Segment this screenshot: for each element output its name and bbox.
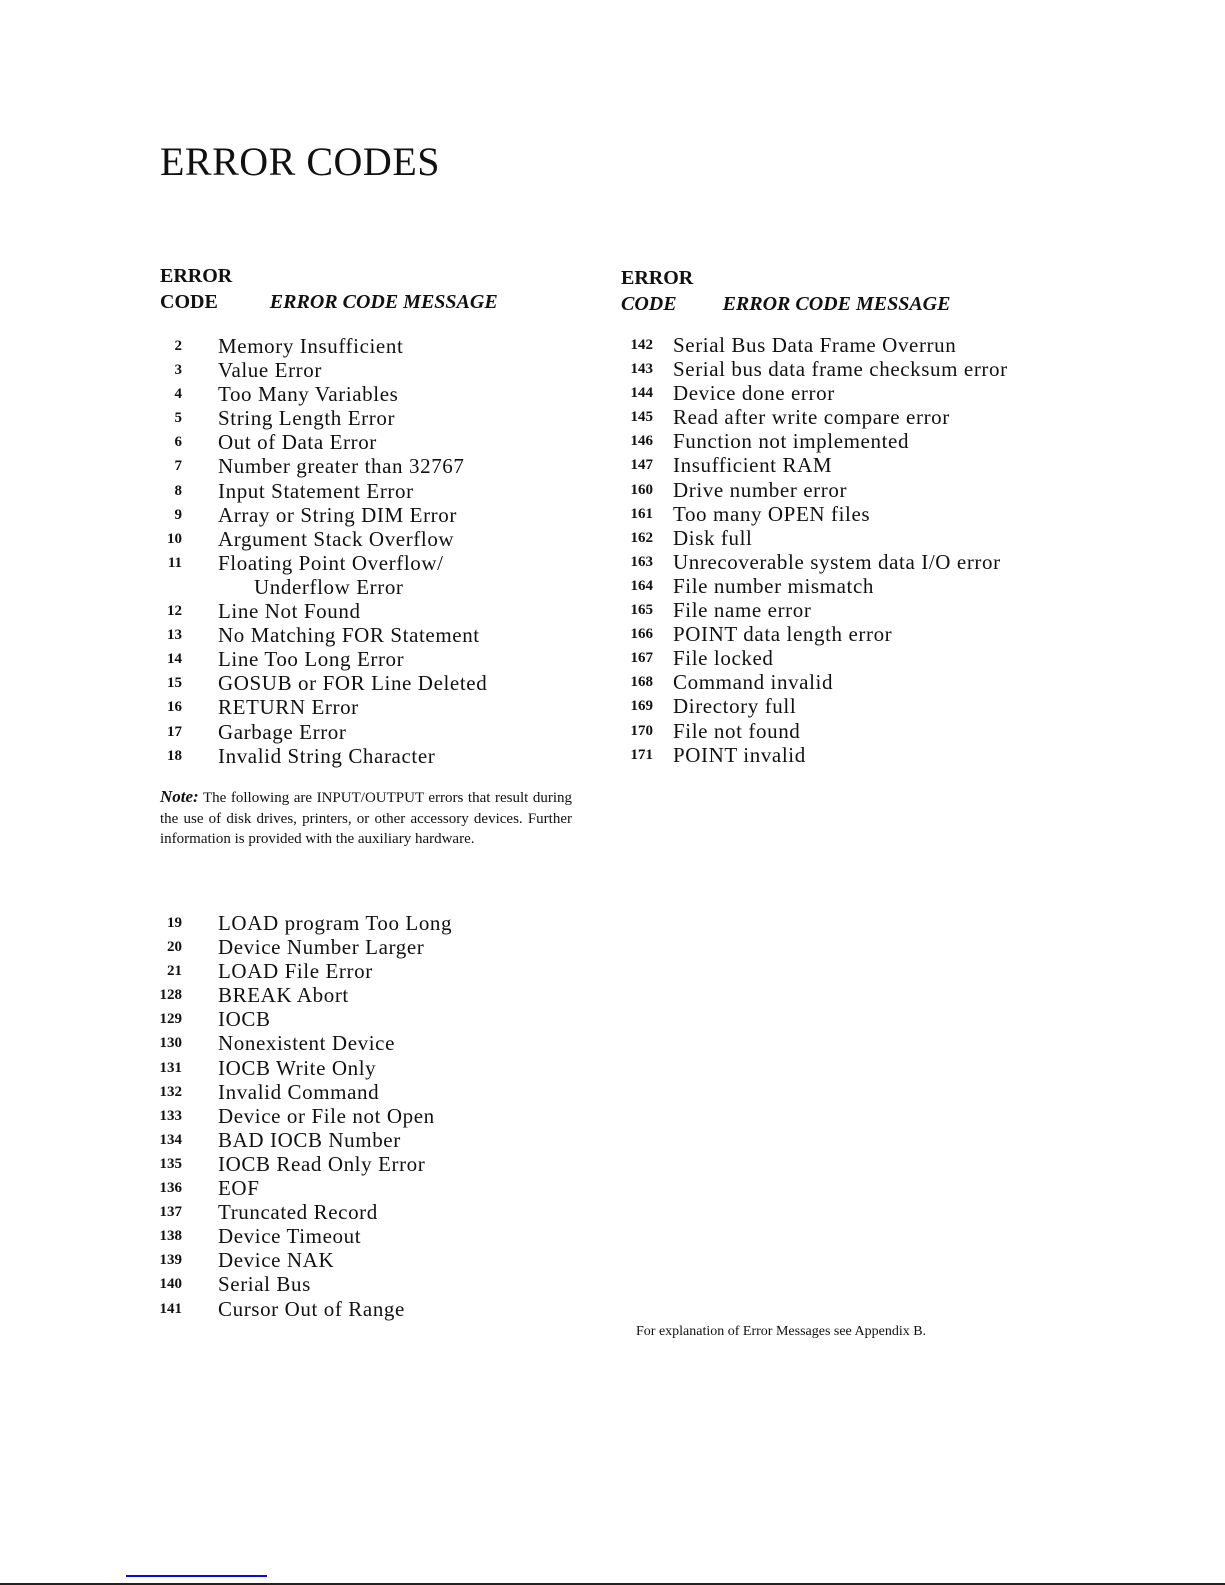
error-message: Serial bus data frame checksum error xyxy=(673,357,1008,382)
error-message: Nonexistent Device xyxy=(218,1031,395,1056)
error-row xyxy=(150,935,452,959)
error-message: Serial Bus xyxy=(218,1272,311,1297)
error-message: Cursor Out of Range xyxy=(218,1296,405,1321)
error-row xyxy=(150,503,487,527)
error-row xyxy=(610,646,1008,670)
error-code: 20 xyxy=(167,939,182,956)
error-code: 4 xyxy=(174,386,182,403)
error-code: 133 xyxy=(159,1107,182,1124)
error-row xyxy=(150,1224,452,1248)
error-row xyxy=(150,430,487,454)
error-code: 161 xyxy=(630,505,653,522)
error-code: 143 xyxy=(630,361,653,378)
link-underline xyxy=(126,1575,267,1577)
error-list-basic xyxy=(150,334,487,768)
error-message: Device or File not Open xyxy=(218,1103,435,1128)
error-code: 164 xyxy=(630,577,653,594)
error-row xyxy=(150,1056,452,1080)
error-code: 19 xyxy=(167,915,182,931)
error-row xyxy=(150,599,487,623)
error-row xyxy=(150,406,487,430)
error-message: Drive number error xyxy=(673,477,848,502)
error-row xyxy=(150,1176,452,1200)
error-code: 140 xyxy=(159,1276,182,1293)
error-row xyxy=(150,1152,452,1176)
error-message: EOF xyxy=(218,1176,260,1201)
error-message: Command invalid xyxy=(673,670,834,695)
error-row xyxy=(610,526,1008,550)
error-row xyxy=(150,1272,452,1296)
error-code: 3 xyxy=(174,362,182,379)
error-code: 10 xyxy=(167,530,182,547)
error-code: 11 xyxy=(167,554,182,571)
error-code: 139 xyxy=(159,1252,182,1269)
error-message: Garbage Error xyxy=(218,719,347,744)
error-row xyxy=(610,502,1008,526)
error-row-continuation xyxy=(150,575,487,599)
error-code: 18 xyxy=(167,747,182,764)
error-message: File not found xyxy=(673,718,801,743)
error-message: File name error xyxy=(673,598,812,623)
error-message: LOAD File Error xyxy=(218,959,373,984)
error-message: Device NAK xyxy=(218,1248,335,1273)
error-message: Invalid Command xyxy=(218,1079,380,1104)
error-message: BREAK Abort xyxy=(218,983,349,1008)
error-message-continuation: Underflow Error xyxy=(254,574,404,599)
error-code: 169 xyxy=(630,698,653,715)
error-row xyxy=(610,622,1008,646)
error-row xyxy=(150,454,487,478)
error-row xyxy=(610,478,1008,502)
note-text: The following are INPUT/OUTPUT errors that result during the use of disk drives, printers, or other accessory devices. Further information is provided with the auxiliary hardware. xyxy=(160,790,572,847)
error-row xyxy=(150,983,452,1007)
error-message: POINT invalid xyxy=(673,742,806,767)
error-message: Memory Insufficient xyxy=(218,334,404,358)
error-message: String Length Error xyxy=(218,406,396,431)
error-message: Number greater than 32767 xyxy=(218,454,465,479)
error-code: 136 xyxy=(159,1180,182,1197)
error-row xyxy=(610,574,1008,598)
error-row xyxy=(610,743,1008,767)
error-row xyxy=(610,405,1008,429)
error-message: Read after write compare error xyxy=(673,405,950,430)
error-row xyxy=(150,695,487,719)
error-code: 130 xyxy=(159,1035,182,1052)
error-message: Device done error xyxy=(673,381,835,406)
error-code: 21 xyxy=(167,963,182,980)
left-column-header xyxy=(160,263,498,315)
error-message: Device Number Larger xyxy=(218,935,425,960)
error-list-io xyxy=(150,911,452,1321)
error-code: 134 xyxy=(159,1131,182,1148)
error-row xyxy=(610,429,1008,453)
error-row xyxy=(610,357,1008,381)
error-code: 137 xyxy=(159,1204,182,1221)
error-code: 142 xyxy=(630,337,653,353)
error-code: 171 xyxy=(630,746,653,763)
error-row xyxy=(150,911,452,935)
error-message: Device Timeout xyxy=(218,1224,362,1249)
error-code: 128 xyxy=(159,987,182,1004)
error-message: Directory full xyxy=(673,694,797,719)
error-message: Unrecoverable system data I/O error xyxy=(673,549,1001,574)
error-code: 13 xyxy=(167,627,182,644)
error-row xyxy=(150,527,487,551)
error-code: 170 xyxy=(630,722,653,739)
error-code: 163 xyxy=(630,553,653,570)
error-row xyxy=(150,334,487,358)
error-code: 7 xyxy=(174,458,182,475)
error-message: Array or String DIM Error xyxy=(218,502,457,527)
error-row xyxy=(150,623,487,647)
error-code: 15 xyxy=(167,675,182,692)
error-code: 9 xyxy=(174,506,182,523)
error-row xyxy=(150,744,487,768)
error-message: Serial Bus Data Frame Overrun xyxy=(673,333,957,357)
error-message: Line Too Long Error xyxy=(218,647,405,672)
error-code: 147 xyxy=(630,457,653,474)
error-list-disk xyxy=(610,333,1008,767)
io-note xyxy=(160,787,572,850)
error-row xyxy=(150,1031,452,1055)
error-message: Disk full xyxy=(673,525,753,550)
error-row xyxy=(610,453,1008,477)
error-message: Floating Point Overflow/ xyxy=(218,550,444,575)
error-code: 144 xyxy=(630,385,653,402)
error-row xyxy=(150,1104,452,1128)
header-message: ERROR CODE MESSAGE xyxy=(722,293,951,315)
error-message: Input Statement Error xyxy=(218,478,414,503)
error-message: Value Error xyxy=(218,358,322,383)
error-message: Function not implemented xyxy=(673,429,910,454)
error-message: RETURN Error xyxy=(218,695,359,720)
error-message: LOAD program Too Long xyxy=(218,911,453,935)
error-message: IOCB Write Only xyxy=(218,1055,377,1080)
header-error: ERROR xyxy=(160,265,233,287)
error-row xyxy=(150,551,487,575)
error-code: 160 xyxy=(630,481,653,498)
error-message: POINT data length error xyxy=(673,622,893,647)
error-row xyxy=(150,959,452,983)
error-code: 132 xyxy=(159,1083,182,1100)
error-message: Truncated Record xyxy=(218,1200,378,1225)
error-row xyxy=(610,550,1008,574)
error-row xyxy=(150,382,487,406)
error-code: 5 xyxy=(174,410,182,427)
error-row xyxy=(150,1128,452,1152)
error-row xyxy=(150,479,487,503)
error-code: 165 xyxy=(630,602,653,619)
error-code: 131 xyxy=(159,1059,182,1076)
error-code: 12 xyxy=(167,603,182,620)
error-row xyxy=(150,647,487,671)
header-error: ERROR xyxy=(621,267,694,289)
error-row xyxy=(150,1248,452,1272)
error-message: No Matching FOR Statement xyxy=(218,623,480,648)
error-code: 146 xyxy=(630,433,653,450)
error-row xyxy=(150,1200,452,1224)
error-code: 168 xyxy=(630,674,653,691)
error-message: IOCB Read Only Error xyxy=(218,1151,426,1176)
error-row xyxy=(610,694,1008,718)
error-code: 8 xyxy=(174,482,182,499)
error-row xyxy=(150,1297,452,1321)
error-row xyxy=(610,333,1008,357)
error-code: 6 xyxy=(174,434,182,451)
error-code: 138 xyxy=(159,1228,182,1245)
error-code: 129 xyxy=(159,1011,182,1028)
error-code: 16 xyxy=(167,699,182,716)
error-row xyxy=(150,720,487,744)
page-title: ERROR CODES xyxy=(160,139,440,184)
header-code: CODE xyxy=(621,293,677,315)
header-message: ERROR CODE MESSAGE xyxy=(269,291,498,313)
error-row xyxy=(610,719,1008,743)
error-message: Too Many Variables xyxy=(218,382,399,407)
error-message: Insufficient RAM xyxy=(673,453,833,478)
error-message: File number mismatch xyxy=(673,573,874,598)
error-code: 135 xyxy=(159,1155,182,1172)
error-message: IOCB xyxy=(218,1007,271,1032)
right-column-header xyxy=(621,265,950,317)
error-code: 166 xyxy=(630,626,653,643)
error-row xyxy=(150,1007,452,1031)
footer-note: For explanation of Error Messages see Appendix B. xyxy=(636,1324,927,1339)
error-code: 14 xyxy=(167,651,182,668)
header-code: CODE xyxy=(160,291,218,313)
error-code: 17 xyxy=(167,723,182,740)
error-code: 162 xyxy=(630,529,653,546)
error-code: 141 xyxy=(159,1300,182,1317)
error-message: BAD IOCB Number xyxy=(218,1127,401,1152)
error-message: Too many OPEN files xyxy=(673,501,871,526)
error-code: 167 xyxy=(630,650,653,667)
error-message: GOSUB or FOR Line Deleted xyxy=(218,671,488,696)
error-code: 145 xyxy=(630,409,653,426)
error-row xyxy=(610,670,1008,694)
error-row xyxy=(610,381,1008,405)
error-message: Out of Data Error xyxy=(218,430,377,455)
error-message: Invalid String Character xyxy=(218,743,436,768)
error-row xyxy=(610,598,1008,622)
error-code: 2 xyxy=(174,338,182,354)
error-row xyxy=(150,671,487,695)
error-message: Line Not Found xyxy=(218,599,361,624)
error-row xyxy=(150,1080,452,1104)
error-message: Argument Stack Overflow xyxy=(218,526,455,551)
note-label: Note: xyxy=(160,787,199,806)
error-row xyxy=(150,358,487,382)
error-message: File locked xyxy=(673,646,774,671)
